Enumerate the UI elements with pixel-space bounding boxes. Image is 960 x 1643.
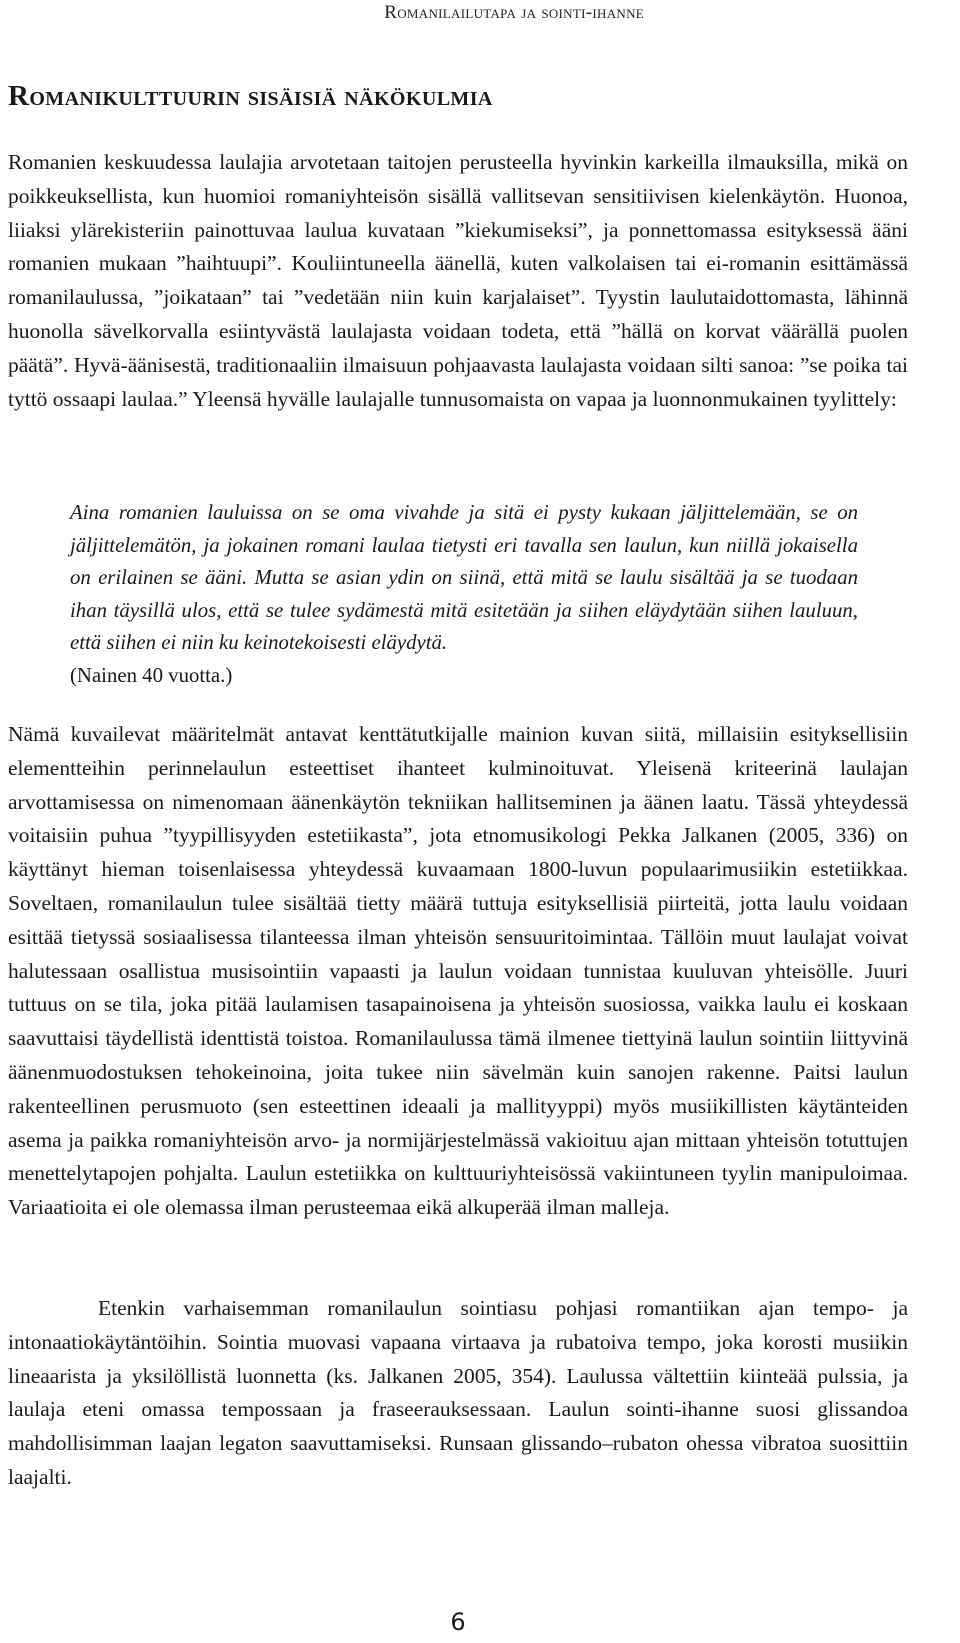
intro-paragraph: Romanien keskuudessa laulajia arvotetaan taitojen perusteella hyvinkin karkeilla ilmauksilla, mikä on poikkeuksellista, kun huomioi romaniyhteisön sisällä vallitsevan sensitiivisen kielenkäytön. Huonoa, liiaksi ylärekisteriin painottuvaa laulua kuvataan ”kiekumiseksi”, ja ponnettomassa esityksessä ääni romanien mukaan ”haihtuupi”. Kouliintuneella äänellä, kuten valkolaisen tai ei-romanin esittämässä romanilaulussa, ”joikataan” tai ”vedetään niin kuin karjalaiset”. Tyystin laulutaidottomasta, lähinnä huonolla sävelkorvalla esiintyvästä laulajasta voidaan todeta, että ”hällä on korvat väärällä puolen päätä”. Hyvä-äänisestä, traditionaaliin ilmaisuun pohjaavasta laulajasta voidaan silti sanoa: ”se poika tai tyttö ossaapi laulaa.” Yleensä hyvälle laulajalle tunnusomaista on vapaa ja luonnonmukainen tyylittely: — [8, 150, 908, 411]
page-number: 6 — [450, 1608, 466, 1636]
running-head: Romanilailutapa ja sointi-ihanne — [384, 2, 644, 23]
analysis-paragraph: Nämä kuvailevat määritelmät antavat kenttätutkijalle mainion kuvan siitä, millaisiin esityksellisiin elementteihin perinnelaulun esteettiset ihanteet kulminoituvat. Yleisenä kriteerinä laulajan arvottamisessa on nimenomaan äänenkäytön tekniikan hallitseminen ja äänen laatu. Tässä yhteydessä voitaisiin puhua ”tyypillisyyden estetiikasta”, jota etnomusikologi Pekka Jalkanen (2005, 336) on käyttänyt hieman toisenlaisessa yhteydessä kuvaamaan 1800-luvun populaarimusiikin estetiikkaa. Soveltaen, romanilaulun tulee sisältää tietty määrä tuttuja esityksellisiä piirteitä, jotta laulu voidaan esittää tietyssä sosiaalisessa tilanteessa ilman yhteisön sensuuritoimintaa. Tällöin muut laulajat voivat halutessaan osallistua musisointiin vapaasti ja laulun voidaan tunnistaa kuuluvan yhteisölle. Juuri tuttuus on se tila, joka pitää laulamisen tasapainoisena ja yhteisön suosiossa, vaikka laulu ei koskaan saavuttaisi täydellistä identtistä toistoa. Romanilaulussa tämä ilmenee tiettyinä laulun sointiin liittyvinä äänenmuodostuksen tehokeinoina, joita tukee niin sävelmän kuin sanojen rakenne. Paitsi laulun rakenteellinen perusmuoto (sen esteettinen ideaali ja mallityyppi) myös musiikillisten käytänteiden asema ja paikka romaniyhteisön arvo- ja normijärjestelmässä vakioituu ajan mittaan yhteisön totuttujen menettelytapojen pohjalta. Laulun estetiikka on kulttuuriyhteisössä vakiintuneen tyylin manipuloimaa. Variaatioita ei ole olemassa ilman perusteemaa eikä alkuperää ilman malleja. — [8, 722, 908, 1220]
quote-text: Aina romanien lauluissa on se oma vivahde ja sitä ei pysty kukaan jäljittelemään, se on jäljittelemätön, ja jokainen romani laulaa tietysti eri tavalla sen laulun, kun niillä jokaisella on erilainen se ääni. Mutta se asian ydin on siinä, että mitä se laulu sisältää ja se tuodaan ihan täysillä ulos, että se tulee sydämestä mitä esitetään ja siihen eläydytään siihen lauluun, että siihen ei niin ku keinotekoisesti eläydytä. — [70, 501, 858, 655]
section-title: Romanikulttuurin sisäisiä näkökulmia — [8, 80, 493, 112]
interview-quote — [70, 497, 858, 693]
tempo-paragraph: Etenkin varhaisemman romanilaulun sointiasu pohjasi romantiikan ajan tempo- ja intonaatiokäytäntöihin. Sointia muovasi vapaana virtaava ja rubatoiva tempo, joka korosti musiikin lineaarista ja yksilöllistä luonnetta (ks. Jalkanen 2005, 354). Laulussa vältettiin kiinteää pulssia, ja laulaja eteni omassa tempossaan ja fraseerauksessaan. Laulun sointi-ihanne suosi glissandoa mahdollisimman laajan legaton saavuttamiseksi. Runsaan glissando–rubaton ohessa vibratoa suosittiin laajalti. — [8, 1296, 908, 1489]
quote-attribution: (Nainen 40 vuotta.) — [70, 663, 233, 687]
